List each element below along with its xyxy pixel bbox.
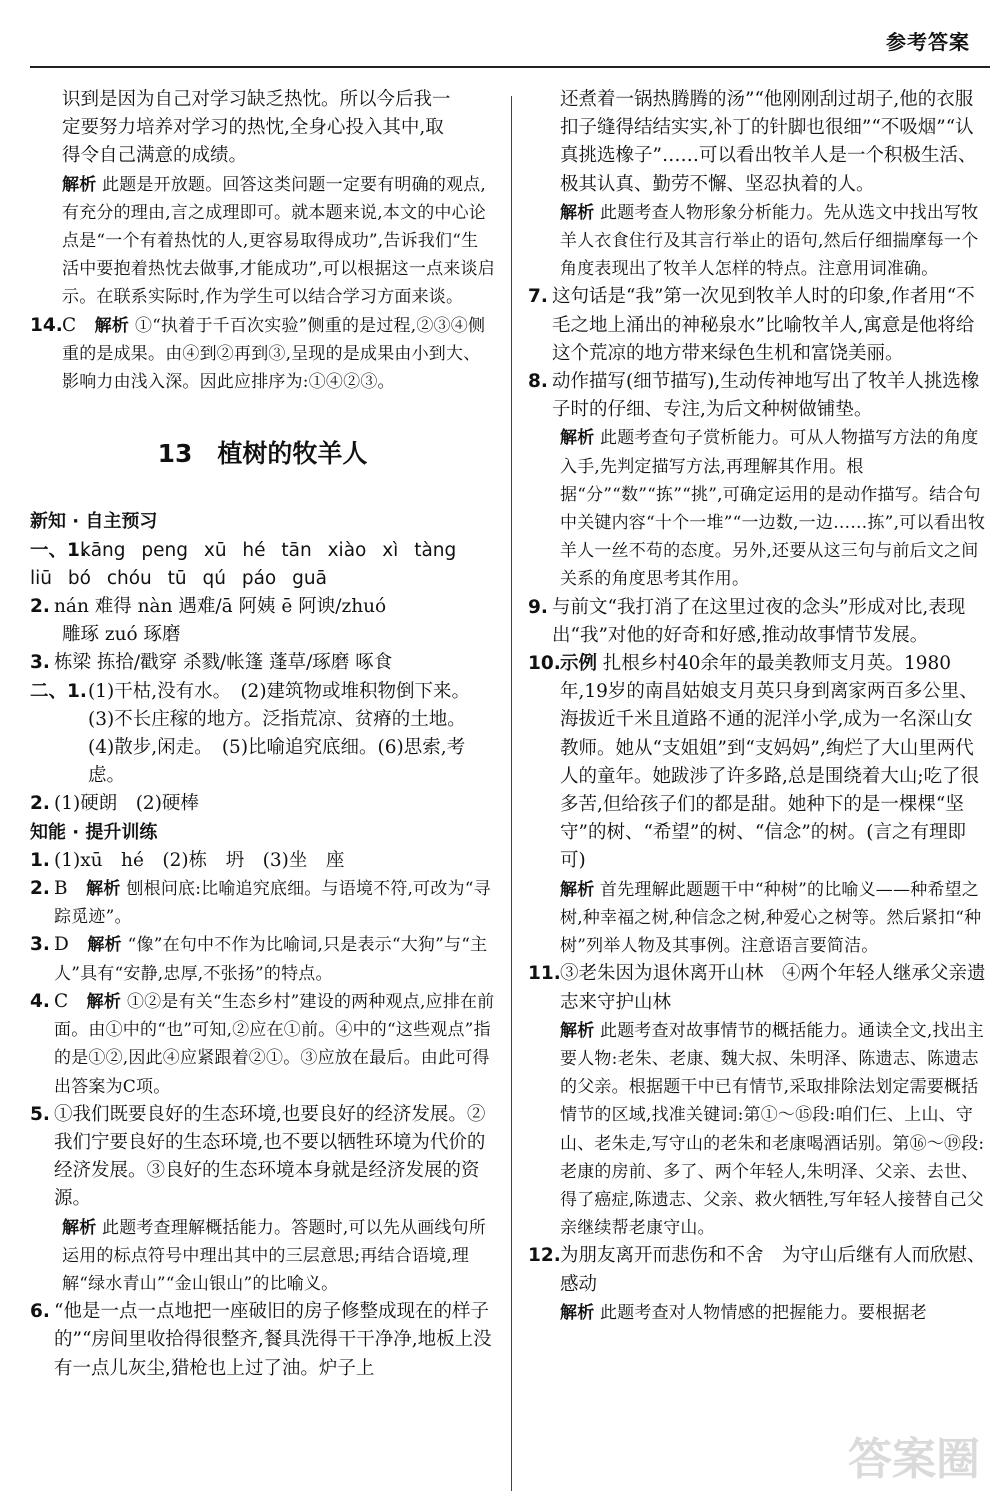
answer-line: nán 难得 nàn 遇难/ā 阿姨 ē 阿谀/zhuó (54, 596, 387, 618)
example-label: 示例 (560, 653, 598, 675)
analysis-text: 此题考查人物形象分析能力。先从选文中找出写牧羊人衣食住行及其言行举止的语句,然后仔细揣摩每一个角度表现出了牧羊人怎样的特点。注意用词准确。 (560, 202, 979, 280)
analysis-label: 解析 (560, 202, 595, 223)
answer-text: 这句话是“我”第一次见到牧羊人时的印象,作者用“不毛之地上涌出的神秘泉水”比喻牧羊人,寓意是他将给这个荒凉的地方带来绿色生机和富饶美丽。 (552, 286, 975, 364)
item-number: 11. (528, 963, 561, 985)
item-number: 5. (30, 1103, 50, 1125)
watermark-logo: 答案圈 (848, 1434, 980, 1485)
analysis-text: ①②是有关“生态乡村”建设的两种观点,应排在前面。由①中的“也”可知,②应在①前。④中的“这些观点”指的是①②,因此④应紧跟着②①。③应放在最后。由此可得出答案为C项。 (54, 991, 495, 1097)
answer-item-k5 (30, 1101, 495, 1298)
analysis-text: ①“执着于千百次实验”侧重的是过程,②③④侧重的是成果。由④到②再到③,呈现的是成果由小到大、影响力由浅入深。因此应排序为:①④②③。 (62, 315, 486, 393)
right-column (528, 86, 990, 1327)
page-header-title: 参考答案 (886, 30, 970, 54)
answer-text: (1)干枯,没有水。 (2)建筑物或堆积物倒下来。 (3)不长庄稼的地方。泛指荒凉、贫瘠的土地。 (4)散步,闲走。 (5)比喻追究底细。(6)思索,考虑。 (88, 680, 480, 787)
analysis-text: 此题考查句子赏析能力。可从人物描写方法的角度入手,先判定描写方法,再理解其作用。根据“分”“数”“拣”“挑”,可确定运用的是动作描写。结合句中关键内容“十个一堆”“一边数,一边……拣”,可以看出牧羊人一丝不苟的态度。另外,还要从这三句与前后文之间关系的角度思考其作用。 (560, 428, 986, 590)
answer-choice: D (54, 934, 69, 956)
analysis-label: 解析 (94, 315, 130, 336)
answer-text: 为朋友离开而悲伤和不舍 为守山后继有人而欣慰、感动 (560, 1245, 986, 1295)
analysis-text: 刨根问底:比喻追究底细。与语境不符,可改为“寻踪觅迹”。 (54, 879, 491, 928)
continued-answer-line: 得令自己满意的成绩。 (62, 145, 248, 167)
item-number: 14. (30, 314, 63, 336)
answer-item-2-1 (30, 678, 495, 791)
answer-item-1-3 (30, 649, 495, 677)
answer-item-2-2 (30, 790, 495, 818)
answer-text: 扎根乡村40余年的最美教师支月英。1980年,19岁的南昌姑娘支月英只身到离家两百多公里、海拔近千米且道路不通的泥洋小学,成为一名深山女教师。她从“支姐姐”到“支妈妈”,绚烂了大山里两代人的童年。她跋涉了许多路,总是围绕着大山;吃了很多苦,但给孩子们的都是甜。她种下的是一棵棵“坚守”的树、“希望”的树、“信念”的树。(言之有理即可) (560, 653, 980, 872)
answer-item-10 (528, 650, 990, 960)
item-number: 2. (30, 878, 50, 900)
answer-text: 栋梁 拣拾/戳穿 杀戮/帐篷 蓬草/琢磨 啄食 (54, 652, 393, 674)
analysis-label: 解析 (62, 174, 97, 195)
answer-line: 雕琢 zuó 琢磨 (62, 624, 181, 646)
item-number: 7. (528, 286, 548, 308)
analysis-text: 此题是开放题。回答这类问题一定要有明确的观点,有充分的理由,言之成理即可。就本题来说,本文的中心论点是“一个有着热忱的人,更容易取得成功”,告诉我们“生活中要抱着热忱去做事,才能成功”,可以根据这一点来谈启示。在联系实际时,作为学生可以结合学习方面来谈。 (62, 174, 495, 308)
continued-answer-line: 定要努力培养对学习的热忱,全身心投入其中,取 (62, 117, 444, 139)
pinyin-line: liū bó chóu tū qú páo guā (30, 567, 327, 589)
answer-text: (1)xū hé (2)栋 坍 (3)坐 座 (54, 849, 345, 871)
left-column (30, 86, 495, 1383)
answer-text: (1)硬朗 (2)硬棒 (54, 793, 199, 815)
item-number: 8. (528, 371, 548, 393)
item-number: 4. (30, 990, 50, 1012)
analysis-text: 首先理解此题题干中“种树”的比喻义——种希望之树,种幸福之树,种信念之树,种爱心之树等。然后紧扣“种树”列举人物及其事例。注意语言要简洁。 (560, 879, 982, 957)
answer-item-1-2 (30, 593, 495, 649)
answer-choice: B (54, 878, 68, 900)
subsection-heading: 新知 · 自主预习 (30, 511, 158, 533)
analysis-label: 解析 (86, 991, 122, 1012)
column-divider (511, 96, 512, 1491)
item-number: 二、1. (30, 680, 87, 702)
answer-item-1-1 (30, 537, 495, 593)
answer-item-k4 (30, 988, 495, 1101)
analysis-block (62, 171, 495, 312)
answer-item-k3 (30, 931, 495, 987)
item-number: 2. (30, 793, 50, 815)
subsection-heading: 知能 · 提升训练 (30, 821, 158, 843)
continued-answer-text: 还煮着一锅热腾腾的汤”“他刚刚刮过胡子,他的衣服扣子缝得结结实实,补丁的针脚也很细”“不吸烟”“认真挑选橡子”……可以看出牧羊人是一个积极生活、极其认真、勤劳不懈、坚忍执着的人。 (560, 89, 977, 195)
section-title: 13 植树的牧羊人 (157, 439, 368, 469)
analysis-label: 解析 (560, 879, 595, 900)
analysis-label: 解析 (87, 935, 122, 956)
item-number: 3. (30, 652, 50, 674)
answer-item-k1 (30, 847, 495, 875)
answer-choice: C (54, 990, 69, 1012)
answer-text: 与前文“我打消了在这里过夜的念头”形成对比,表现出“我”对他的好奇和好感,推动故事情节发展。 (552, 596, 966, 646)
answer-item-9 (528, 594, 990, 650)
item-number: 9. (528, 596, 548, 618)
answer-text: ③老朱因为退休离开山林 ④两个年轻人继承父亲遗志来守护山林 (560, 963, 986, 1013)
answer-text: 动作描写(细节描写),生动传神地写出了牧羊人挑选橡子时的仔细、专注,为后文种树做铺垫。 (552, 371, 980, 421)
item-number: 3. (30, 934, 50, 956)
answer-item-11 (528, 960, 990, 1242)
continued-answer-line: 识到是因为自己对学习缺乏热忱。所以今后我一 (62, 89, 451, 110)
analysis-label: 解析 (560, 1020, 595, 1041)
analysis-label: 解析 (560, 1302, 595, 1323)
answer-item-8 (528, 368, 990, 594)
analysis-label: 解析 (86, 879, 121, 900)
answer-item-k2 (30, 875, 495, 931)
item-number: 一、1. (30, 539, 87, 561)
analysis-text: 此题考查对故事情节的概括能力。通读全文,找出主要人物:老朱、老康、魏大叔、朱明泽、陈遗志、陈遗志的父亲。根据题干中已有情节,采取排除法划定需要概括情节的区域,找准关键词:第①～⑮段:咱们仨、上山、守山、老朱走,写守山的老朱和老康喝酒话别。第⑯～⑲段:老康的房前、多了、两个年轻人,朱明泽、父亲、去世、得了癌症,陈遗志、父亲、救火牺牲,写年轻人接替自己父亲继续帮老康守山。 (560, 1020, 985, 1239)
analysis-label: 解析 (560, 428, 595, 449)
answer-text: ①我们既要良好的生态环境,也要良好的经济发展。②我们宁要良好的生态环境,也不要以牺牲环境为代价的经济发展。③良好的生态环境本身就是经济发展的资源。 (54, 1103, 486, 1210)
header-rule (30, 66, 990, 68)
item-number: 1. (30, 849, 50, 871)
answer-choice: C (62, 314, 77, 336)
analysis-label: 解析 (62, 1217, 97, 1238)
pinyin-line: kāng peng xū hé tān xiào xì tàng (80, 539, 457, 561)
answer-item-12 (528, 1242, 990, 1327)
item-number: 6. (30, 1301, 50, 1323)
item-number: 10. (528, 653, 561, 675)
analysis-text: 此题考查理解概括能力。答题时,可以先从画线句所运用的标点符号中理出其中的三层意思;再结合语境,理解“绿水青山”“金山银山”的比喻义。 (62, 1217, 487, 1294)
answer-item-k6 (30, 1298, 495, 1383)
item-number: 12. (528, 1245, 561, 1267)
analysis-text: “像”在句中不作为比喻词,只是表示“大狗”与“主人”具有“安静,忠厚,不张扬”的特点。 (54, 935, 488, 984)
answer-text: “他是一点一点地把一座破旧的房子修整成现在的样子的”“房间里收拾得很整齐,餐具洗得干干净净,地板上没有一点儿灰尘,猎枪也上过了油。炉子上 (54, 1301, 492, 1379)
answer-item-7 (528, 283, 990, 368)
analysis-text: 此题考查对人物情感的把握能力。要根据老 (600, 1302, 927, 1323)
answer-item-14 (30, 312, 495, 397)
item-number: 2. (30, 596, 50, 618)
